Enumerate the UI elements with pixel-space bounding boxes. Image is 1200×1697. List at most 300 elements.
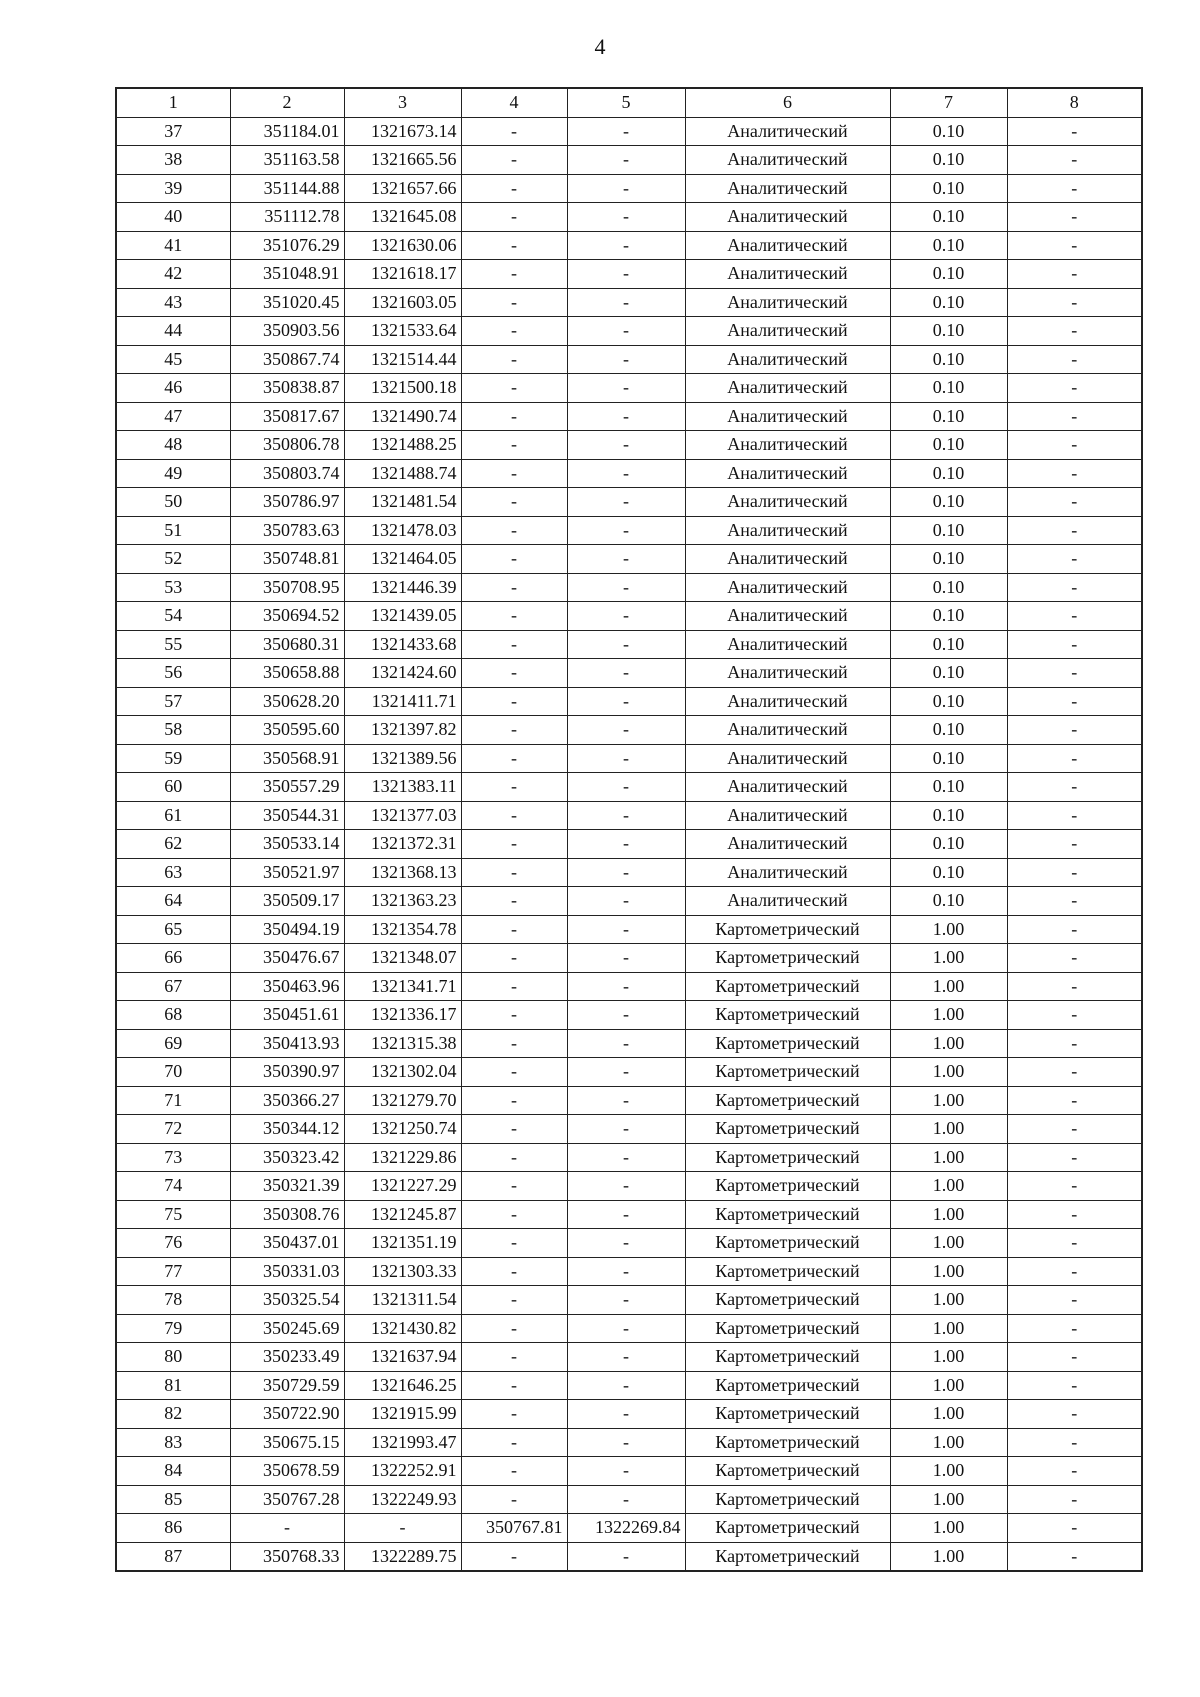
table-cell-col-3: 1321478.03 <box>344 516 461 545</box>
table-cell-col-4: - <box>461 402 567 431</box>
table-row <box>116 317 1142 346</box>
table-cell-col-4: - <box>461 1172 567 1201</box>
table-cell-col-5: - <box>567 773 685 802</box>
table-cell-col-2: 350838.87 <box>230 374 344 403</box>
table-cell-col-8: - <box>1007 915 1142 944</box>
table-cell-col-4: - <box>461 972 567 1001</box>
table-cell-col-7: 1.00 <box>890 1457 1007 1486</box>
table-row <box>116 1428 1142 1457</box>
table-cell-col-3: 1321993.47 <box>344 1428 461 1457</box>
header-row <box>116 88 1142 117</box>
table-cell-col-5: - <box>567 602 685 631</box>
table-cell-col-8: - <box>1007 1457 1142 1486</box>
table-cell-col-7: 1.00 <box>890 1371 1007 1400</box>
table-cell-col-1: 78 <box>116 1286 230 1315</box>
table-cell-col-1: 85 <box>116 1485 230 1514</box>
table-cell-col-4: - <box>461 687 567 716</box>
table-cell-col-2: 350413.93 <box>230 1029 344 1058</box>
table-cell-col-4: - <box>461 858 567 887</box>
table-cell-col-7: 0.10 <box>890 345 1007 374</box>
table-cell-col-6: Аналитический <box>685 573 890 602</box>
table-cell-col-4: - <box>461 374 567 403</box>
table-cell-col-8: - <box>1007 773 1142 802</box>
table-cell-col-6: Аналитический <box>685 288 890 317</box>
table-cell-col-7: 1.00 <box>890 1029 1007 1058</box>
table-cell-col-2: 350867.74 <box>230 345 344 374</box>
table-cell-col-1: 49 <box>116 459 230 488</box>
table-cell-col-1: 62 <box>116 830 230 859</box>
table-cell-col-4: - <box>461 488 567 517</box>
table-row <box>116 1143 1142 1172</box>
table-cell-col-2: 350680.31 <box>230 630 344 659</box>
table-cell-col-8: - <box>1007 1428 1142 1457</box>
table-cell-col-1: 60 <box>116 773 230 802</box>
table-cell-col-5: - <box>567 1143 685 1172</box>
table-cell-col-1: 56 <box>116 659 230 688</box>
table-cell-col-7: 1.00 <box>890 1200 1007 1229</box>
table-cell-col-5: - <box>567 659 685 688</box>
table-cell-col-7: 0.10 <box>890 374 1007 403</box>
table-cell-col-4: - <box>461 459 567 488</box>
table-cell-col-6: Аналитический <box>685 516 890 545</box>
table-row <box>116 1200 1142 1229</box>
table-cell-col-5: - <box>567 431 685 460</box>
table-cell-col-1: 39 <box>116 174 230 203</box>
table-cell-col-7: 0.10 <box>890 545 1007 574</box>
table-cell-col-2: 350803.74 <box>230 459 344 488</box>
table-cell-col-8: - <box>1007 1286 1142 1315</box>
table-cell-col-5: - <box>567 1200 685 1229</box>
table-cell-col-1: 47 <box>116 402 230 431</box>
table-cell-col-3: 1321302.04 <box>344 1058 461 1087</box>
table-cell-col-4: - <box>461 117 567 146</box>
table-cell-col-5: - <box>567 203 685 232</box>
table-cell-col-5: - <box>567 972 685 1001</box>
table-cell-col-3: 1321227.29 <box>344 1172 461 1201</box>
table-cell-col-3: 1321348.07 <box>344 944 461 973</box>
table-cell-col-1: 69 <box>116 1029 230 1058</box>
table-row <box>116 146 1142 175</box>
table-cell-col-1: 66 <box>116 944 230 973</box>
table-cell-col-6: Картометрический <box>685 1058 890 1087</box>
table-cell-col-6: Картометрический <box>685 1029 890 1058</box>
table-cell-col-7: 1.00 <box>890 1542 1007 1571</box>
table-cell-col-7: 1.00 <box>890 1314 1007 1343</box>
table-cell-col-2: 350675.15 <box>230 1428 344 1457</box>
table-cell-col-1: 73 <box>116 1143 230 1172</box>
table-cell-col-2: 350748.81 <box>230 545 344 574</box>
table-cell-col-4: - <box>461 1086 567 1115</box>
table-cell-col-1: 64 <box>116 887 230 916</box>
table-cell-col-4: - <box>461 944 567 973</box>
table-cell-col-2: 350568.91 <box>230 744 344 773</box>
table-cell-col-4: - <box>461 887 567 916</box>
table-cell-col-4: - <box>461 801 567 830</box>
table-cell-col-6: Картометрический <box>685 1343 890 1372</box>
table-cell-col-4: - <box>461 1286 567 1315</box>
table-cell-col-4: - <box>461 602 567 631</box>
table-cell-col-3: 1321389.56 <box>344 744 461 773</box>
table-cell-col-8: - <box>1007 659 1142 688</box>
table-row <box>116 402 1142 431</box>
table-cell-col-5: - <box>567 516 685 545</box>
table-cell-col-3: 1321315.38 <box>344 1029 461 1058</box>
table-row <box>116 716 1142 745</box>
table-cell-col-3: 1321229.86 <box>344 1143 461 1172</box>
table-row <box>116 1115 1142 1144</box>
table-cell-col-1: 45 <box>116 345 230 374</box>
table-cell-col-3: 1321439.05 <box>344 602 461 631</box>
table-cell-col-7: 0.10 <box>890 402 1007 431</box>
table-cell-col-6: Картометрический <box>685 1428 890 1457</box>
table-row <box>116 488 1142 517</box>
table-cell-col-3: 1321657.66 <box>344 174 461 203</box>
table-cell-col-6: Картометрический <box>685 944 890 973</box>
table-cell-col-4: - <box>461 1058 567 1087</box>
table-cell-col-8: - <box>1007 1058 1142 1087</box>
table-cell-col-2: 351163.58 <box>230 146 344 175</box>
table-cell-col-5: 1322269.84 <box>567 1514 685 1543</box>
table-cell-col-2: - <box>230 1514 344 1543</box>
table-cell-col-7: 0.10 <box>890 231 1007 260</box>
table-cell-col-6: Аналитический <box>685 345 890 374</box>
table-cell-col-1: 72 <box>116 1115 230 1144</box>
table-cell-col-6: Аналитический <box>685 744 890 773</box>
table-row <box>116 260 1142 289</box>
table-cell-col-4: - <box>461 1001 567 1030</box>
table-cell-col-5: - <box>567 288 685 317</box>
table-cell-col-6: Аналитический <box>685 602 890 631</box>
table-cell-col-2: 350694.52 <box>230 602 344 631</box>
table-cell-col-3: 1321490.74 <box>344 402 461 431</box>
table-cell-col-3: 1321481.54 <box>344 488 461 517</box>
table-cell-col-8: - <box>1007 858 1142 887</box>
table-row <box>116 1457 1142 1486</box>
table-cell-col-5: - <box>567 545 685 574</box>
table-cell-col-3: 1321351.19 <box>344 1229 461 1258</box>
table-cell-col-1: 75 <box>116 1200 230 1229</box>
table-cell-col-2: 350366.27 <box>230 1086 344 1115</box>
table-cell-col-2: 350494.19 <box>230 915 344 944</box>
table-cell-col-5: - <box>567 345 685 374</box>
table-cell-col-1: 57 <box>116 687 230 716</box>
table-cell-col-3: - <box>344 1514 461 1543</box>
table-cell-col-4: - <box>461 1542 567 1571</box>
table-row <box>116 1257 1142 1286</box>
table-cell-col-4: - <box>461 830 567 859</box>
table-cell-col-6: Картометрический <box>685 1172 890 1201</box>
table-cell-col-8: - <box>1007 1115 1142 1144</box>
table-cell-col-5: - <box>567 830 685 859</box>
table-cell-col-1: 81 <box>116 1371 230 1400</box>
table-cell-col-1: 59 <box>116 744 230 773</box>
table-cell-col-8: - <box>1007 944 1142 973</box>
table-row <box>116 288 1142 317</box>
table-cell-col-4: - <box>461 1143 567 1172</box>
table-cell-col-6: Картометрический <box>685 1457 890 1486</box>
table-cell-col-5: - <box>567 573 685 602</box>
table-cell-col-1: 67 <box>116 972 230 1001</box>
table-cell-col-7: 1.00 <box>890 1257 1007 1286</box>
table-cell-col-3: 1321341.71 <box>344 972 461 1001</box>
table-cell-col-5: - <box>567 1257 685 1286</box>
table-cell-col-2: 350595.60 <box>230 716 344 745</box>
table-cell-col-3: 1321363.23 <box>344 887 461 916</box>
table-cell-col-2: 351184.01 <box>230 117 344 146</box>
table-cell-col-7: 0.10 <box>890 260 1007 289</box>
table-cell-col-4: - <box>461 231 567 260</box>
table-row <box>116 773 1142 802</box>
table-cell-col-2: 350533.14 <box>230 830 344 859</box>
table-cell-col-2: 350325.54 <box>230 1286 344 1315</box>
table-cell-col-2: 350451.61 <box>230 1001 344 1030</box>
table-cell-col-2: 350245.69 <box>230 1314 344 1343</box>
table-row <box>116 659 1142 688</box>
table-cell-col-8: - <box>1007 345 1142 374</box>
table-cell-col-8: - <box>1007 402 1142 431</box>
table-cell-col-8: - <box>1007 203 1142 232</box>
table-cell-col-4: - <box>461 174 567 203</box>
table-cell-col-3: 1321665.56 <box>344 146 461 175</box>
table-cell-col-7: 1.00 <box>890 1343 1007 1372</box>
table-cell-col-7: 0.10 <box>890 801 1007 830</box>
table-cell-col-7: 0.10 <box>890 488 1007 517</box>
table-cell-col-6: Картометрический <box>685 1400 890 1429</box>
table-cell-col-6: Картометрический <box>685 915 890 944</box>
table-cell-col-3: 1322252.91 <box>344 1457 461 1486</box>
table-cell-col-8: - <box>1007 1371 1142 1400</box>
table-cell-col-8: - <box>1007 174 1142 203</box>
table-cell-col-1: 44 <box>116 317 230 346</box>
table-cell-col-2: 350628.20 <box>230 687 344 716</box>
table-row <box>116 1029 1142 1058</box>
table-row <box>116 231 1142 260</box>
table-row <box>116 573 1142 602</box>
table-cell-col-6: Картометрический <box>685 1115 890 1144</box>
table-row <box>116 1514 1142 1543</box>
table-cell-col-8: - <box>1007 488 1142 517</box>
table-cell-col-7: 1.00 <box>890 1485 1007 1514</box>
table-cell-col-5: - <box>567 744 685 773</box>
table-cell-col-8: - <box>1007 972 1142 1001</box>
table-cell-col-8: - <box>1007 1485 1142 1514</box>
table-cell-col-4: 350767.81 <box>461 1514 567 1543</box>
table-cell-col-5: - <box>567 1086 685 1115</box>
table-cell-col-3: 1321377.03 <box>344 801 461 830</box>
table-cell-col-7: 0.10 <box>890 602 1007 631</box>
table-cell-col-5: - <box>567 1343 685 1372</box>
table-cell-col-8: - <box>1007 801 1142 830</box>
table-cell-col-5: - <box>567 374 685 403</box>
table-cell-col-4: - <box>461 1029 567 1058</box>
table-cell-col-2: 350678.59 <box>230 1457 344 1486</box>
table-row <box>116 1286 1142 1315</box>
table-cell-col-7: 1.00 <box>890 1229 1007 1258</box>
table-cell-col-2: 350463.96 <box>230 972 344 1001</box>
table-cell-col-4: - <box>461 1428 567 1457</box>
table-cell-col-8: - <box>1007 260 1142 289</box>
table-cell-col-7: 0.10 <box>890 516 1007 545</box>
table-row <box>116 858 1142 887</box>
table-cell-col-2: 350783.63 <box>230 516 344 545</box>
table-cell-col-3: 1321336.17 <box>344 1001 461 1030</box>
table-cell-col-5: - <box>567 459 685 488</box>
table-cell-col-3: 1321603.05 <box>344 288 461 317</box>
table-cell-col-8: - <box>1007 744 1142 773</box>
table-cell-col-6: Картометрический <box>685 1485 890 1514</box>
table-cell-col-2: 350308.76 <box>230 1200 344 1229</box>
table-cell-col-7: 1.00 <box>890 1115 1007 1144</box>
table-cell-col-6: Аналитический <box>685 459 890 488</box>
table-cell-col-8: - <box>1007 1172 1142 1201</box>
column-header-4: 4 <box>461 88 567 117</box>
table-cell-col-1: 50 <box>116 488 230 517</box>
table-cell-col-5: - <box>567 1428 685 1457</box>
column-header-8: 8 <box>1007 88 1142 117</box>
table-cell-col-4: - <box>461 716 567 745</box>
column-header-2: 2 <box>230 88 344 117</box>
table-row <box>116 1400 1142 1429</box>
table-cell-col-3: 1321433.68 <box>344 630 461 659</box>
table-cell-col-4: - <box>461 1115 567 1144</box>
table-cell-col-5: - <box>567 317 685 346</box>
table-cell-col-1: 70 <box>116 1058 230 1087</box>
table-cell-col-8: - <box>1007 516 1142 545</box>
table-cell-col-1: 87 <box>116 1542 230 1571</box>
table-cell-col-1: 46 <box>116 374 230 403</box>
table-row <box>116 602 1142 631</box>
table-cell-col-4: - <box>461 203 567 232</box>
table-cell-col-6: Аналитический <box>685 374 890 403</box>
table-cell-col-6: Картометрический <box>685 1371 890 1400</box>
table-cell-col-3: 1321397.82 <box>344 716 461 745</box>
table-cell-col-7: 1.00 <box>890 1428 1007 1457</box>
table-cell-col-7: 0.10 <box>890 203 1007 232</box>
table-cell-col-1: 55 <box>116 630 230 659</box>
table-cell-col-6: Аналитический <box>685 545 890 574</box>
table-cell-col-3: 1321311.54 <box>344 1286 461 1315</box>
table-row <box>116 1229 1142 1258</box>
table-cell-col-2: 350476.67 <box>230 944 344 973</box>
table-cell-col-7: 1.00 <box>890 972 1007 1001</box>
table-cell-col-6: Картометрический <box>685 1314 890 1343</box>
table-cell-col-5: - <box>567 915 685 944</box>
table-cell-col-6: Аналитический <box>685 231 890 260</box>
table-cell-col-3: 1321250.74 <box>344 1115 461 1144</box>
table-cell-col-2: 350509.17 <box>230 887 344 916</box>
table-cell-col-8: - <box>1007 1143 1142 1172</box>
table-cell-col-3: 1321411.71 <box>344 687 461 716</box>
table-cell-col-5: - <box>567 1314 685 1343</box>
table-cell-col-3: 1321245.87 <box>344 1200 461 1229</box>
table-cell-col-7: 1.00 <box>890 1172 1007 1201</box>
table-cell-col-3: 1321424.60 <box>344 659 461 688</box>
table-cell-col-8: - <box>1007 630 1142 659</box>
table-cell-col-4: - <box>461 1200 567 1229</box>
table-cell-col-5: - <box>567 117 685 146</box>
table-cell-col-1: 71 <box>116 1086 230 1115</box>
table-cell-col-4: - <box>461 317 567 346</box>
table-cell-col-8: - <box>1007 431 1142 460</box>
table-cell-col-1: 74 <box>116 1172 230 1201</box>
table-row <box>116 915 1142 944</box>
table-cell-col-4: - <box>461 545 567 574</box>
table-cell-col-8: - <box>1007 716 1142 745</box>
table-cell-col-8: - <box>1007 1001 1142 1030</box>
table-cell-col-5: - <box>567 402 685 431</box>
table-cell-col-7: 0.10 <box>890 288 1007 317</box>
table-cell-col-4: - <box>461 1371 567 1400</box>
table-cell-col-7: 1.00 <box>890 1058 1007 1087</box>
table-cell-col-7: 0.10 <box>890 573 1007 602</box>
table-cell-col-5: - <box>567 801 685 830</box>
table-cell-col-1: 79 <box>116 1314 230 1343</box>
table-cell-col-1: 58 <box>116 716 230 745</box>
table-cell-col-5: - <box>567 1229 685 1258</box>
table-cell-col-7: 1.00 <box>890 1143 1007 1172</box>
table-cell-col-7: 0.10 <box>890 146 1007 175</box>
table-cell-col-6: Картометрический <box>685 1143 890 1172</box>
table-cell-col-2: 351020.45 <box>230 288 344 317</box>
table-cell-col-7: 1.00 <box>890 1086 1007 1115</box>
table-cell-col-5: - <box>567 1001 685 1030</box>
table-cell-col-1: 52 <box>116 545 230 574</box>
table-cell-col-2: 351112.78 <box>230 203 344 232</box>
table-cell-col-8: - <box>1007 1542 1142 1571</box>
table-cell-col-4: - <box>461 1343 567 1372</box>
table-cell-col-2: 351076.29 <box>230 231 344 260</box>
table-cell-col-6: Аналитический <box>685 630 890 659</box>
table-cell-col-6: Аналитический <box>685 488 890 517</box>
table-row <box>116 1086 1142 1115</box>
table-cell-col-6: Картометрический <box>685 1229 890 1258</box>
table-cell-col-8: - <box>1007 687 1142 716</box>
table-cell-col-8: - <box>1007 117 1142 146</box>
table-row <box>116 545 1142 574</box>
table-cell-col-8: - <box>1007 1257 1142 1286</box>
table-row <box>116 1485 1142 1514</box>
table-cell-col-3: 1321303.33 <box>344 1257 461 1286</box>
table-cell-col-3: 1321514.44 <box>344 345 461 374</box>
table-cell-col-8: - <box>1007 1229 1142 1258</box>
table-cell-col-4: - <box>461 915 567 944</box>
table-cell-col-7: 0.10 <box>890 744 1007 773</box>
table-cell-col-7: 1.00 <box>890 1514 1007 1543</box>
table-row <box>116 887 1142 916</box>
column-header-3: 3 <box>344 88 461 117</box>
table-cell-col-7: 0.10 <box>890 659 1007 688</box>
column-header-6: 6 <box>685 88 890 117</box>
table-cell-col-5: - <box>567 858 685 887</box>
table-cell-col-2: 350722.90 <box>230 1400 344 1429</box>
table-cell-col-8: - <box>1007 231 1142 260</box>
table-cell-col-6: Аналитический <box>685 117 890 146</box>
table-cell-col-4: - <box>461 516 567 545</box>
table-cell-col-5: - <box>567 1172 685 1201</box>
table-row <box>116 459 1142 488</box>
table-cell-col-2: 350544.31 <box>230 801 344 830</box>
table-cell-col-7: 0.10 <box>890 887 1007 916</box>
table-cell-col-4: - <box>461 773 567 802</box>
table-cell-col-2: 350786.97 <box>230 488 344 517</box>
table-cell-col-2: 350521.97 <box>230 858 344 887</box>
table-cell-col-8: - <box>1007 1200 1142 1229</box>
table-cell-col-3: 1321533.64 <box>344 317 461 346</box>
table-cell-col-3: 1321488.25 <box>344 431 461 460</box>
table-cell-col-5: - <box>567 146 685 175</box>
table-cell-col-5: - <box>567 174 685 203</box>
table-cell-col-5: - <box>567 488 685 517</box>
